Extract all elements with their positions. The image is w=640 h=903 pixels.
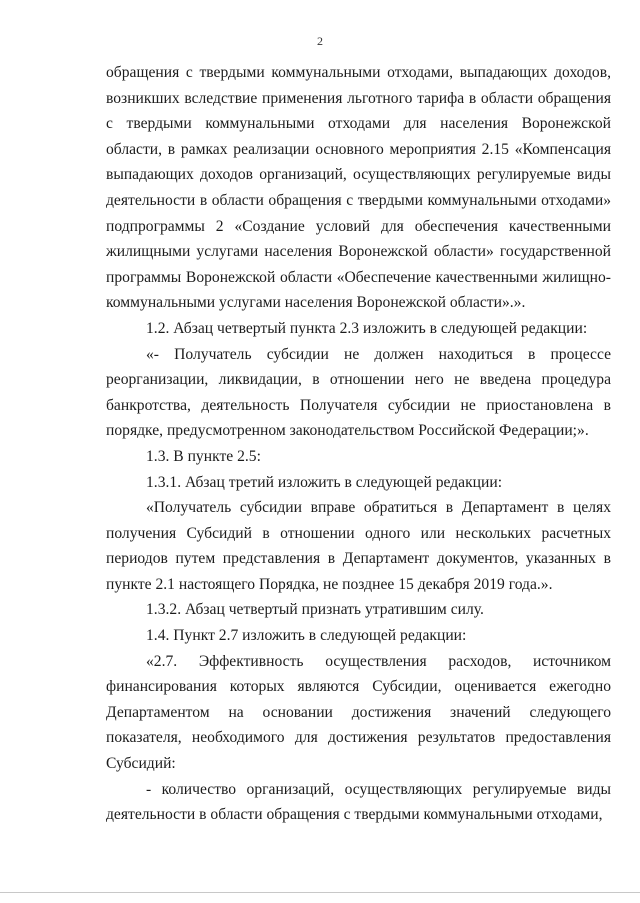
paragraph-continuation: обращения с твердыми коммунальными отходами, выпадающих доходов, возникших вследствие применения льготного тарифа в области обращения с твердыми коммунальными отходами для населения Воронежской области, в рамках реализации основного мероприятия 2.15 «Компенсация выпадающих доходов организаций, осуществляющих регулируемые виды деятельности в области обращения с твердыми коммунальными отходами» подпрограммы 2 «Создание условий для обеспечения качественными жилищными услугами населения Воронежской области» государственной программы Воронежской области «Обеспечение качественными жилищно-коммунальными услугами населения Воронежской области».». [106, 64, 611, 312]
paragraph-indicator: - количество организаций, осуществляющих регулируемые виды деятельности в области обращения с твердыми коммунальными отходами, [106, 780, 611, 824]
paragraph-1-3: 1.3. В пункте 2.5: [146, 447, 261, 465]
document-body [106, 60, 611, 828]
paragraph-1-3-1: 1.3.1. Абзац третий изложить в следующей редакции: [146, 473, 503, 491]
paragraph-1-2: 1.2. Абзац четвертый пункта 2.3 изложить в следующей редакции: [146, 319, 588, 337]
paragraph-1-3-2: 1.3.2. Абзац четвертый признать утратившим силу. [146, 601, 484, 619]
paragraph-2-7: «2.7. Эффективность осуществления расходов, источником финансирования которых являются Субсидии, оценивается ежегодно Департаментом на основании достижения значений следующего показателя, необходимого для достижения результатов предоставления Субсидий: [106, 652, 611, 773]
scan-edge-line [0, 892, 640, 893]
paragraph-1-3-1-text: «Получатель субсидии вправе обратиться в Департамент в целях получения Субсидий в отношении одного или нескольких расчетных периодов путем представления в Департамент документов, указанных в пункте 2.1 настоящего Порядка, не позднее 15 декабря 2019 года.». [106, 499, 611, 593]
paragraph-1-4: 1.4. Пункт 2.7 изложить в следующей редакции: [146, 627, 467, 645]
paragraph-1-2-text: «- Получатель субсидии не должен находиться в процессе реорганизации, ликвидации, в отношении него не введена процедура банкротства, деятельность Получателя субсидии не приостановлена в порядке, предусмотренном законодательством Российской Федерации;». [106, 345, 611, 440]
page-number: 2 [317, 34, 323, 48]
